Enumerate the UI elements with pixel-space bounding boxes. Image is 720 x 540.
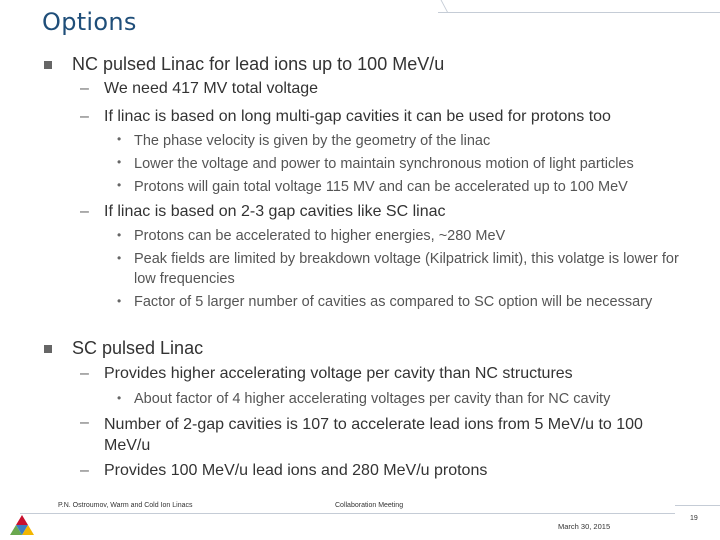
bullet-level3: Protons will gain total voltage 115 MV and can be accelerated up to 100 MeV [134, 179, 628, 195]
dot-bullet-icon: • [117, 178, 122, 192]
dot-bullet-icon: • [117, 294, 122, 308]
footer-event: Collaboration Meeting [335, 502, 404, 509]
dash-bullet-icon: – [80, 203, 89, 220]
slide-title: Options [42, 8, 137, 36]
bullet-level1: SC pulsed Linac [72, 338, 204, 358]
bullet-level3: The phase velocity is given by the geometry of the linac [134, 133, 491, 149]
bullet-level3: Factor of 5 larger number of cavities as compared to SC option will be necessary [134, 294, 653, 310]
dot-bullet-icon: • [117, 391, 122, 405]
bullet-level3: About factor of 4 higher accelerating voltages per cavity than for NC cavity [134, 391, 611, 407]
footer-date: March 30, 2015 [558, 522, 611, 531]
page-number: 19 [690, 515, 698, 522]
dot-bullet-icon: • [117, 251, 122, 265]
bullet-level1: NC pulsed Linac for lead ions up to 100 MeV/u [72, 54, 445, 74]
bullet-level2: Number of 2-gap cavities is 107 to accelerate lead ions from 5 MeV/u to 100 MeV/u [104, 416, 643, 454]
dash-bullet-icon: – [80, 80, 89, 97]
dot-bullet-icon: • [117, 228, 122, 242]
dot-bullet-icon: • [117, 155, 122, 169]
bullet-level2: We need 417 MV total voltage [104, 80, 319, 97]
bullet-level2: If linac is based on 2-3 gap cavities like SC linac [104, 203, 446, 220]
bullet-level3: Protons can be accelerated to higher energies, ~280 MeV [134, 228, 506, 244]
dash-bullet-icon: – [80, 108, 89, 125]
bullet-level2: Provides higher accelerating voltage per cavity than NC structures [104, 365, 573, 382]
bullet-level2: If linac is based on long multi-gap cavities it can be used for protons too [104, 108, 611, 125]
footer-rule-right [675, 505, 720, 506]
title-rule [438, 0, 720, 13]
bullet-level3: Peak fields are limited by breakdown voltage (Kilpatrick limit), this volatge is lower for low frequencies [134, 251, 679, 287]
argonne-logo-icon [8, 513, 36, 537]
footer-rule [20, 513, 675, 514]
dash-bullet-icon: – [80, 462, 89, 479]
bullet-level3: Lower the voltage and power to maintain synchronous motion of light particles [134, 156, 634, 172]
dash-bullet-icon: – [80, 414, 89, 431]
dot-bullet-icon: • [117, 132, 122, 146]
footer-author: P.N. Ostroumov, Warm and Cold Ion Linacs [58, 502, 193, 509]
square-bullet-icon [44, 61, 52, 69]
bullet-level2: Provides 100 MeV/u lead ions and 280 MeV/u protons [104, 462, 488, 479]
dash-bullet-icon: – [80, 365, 89, 382]
square-bullet-icon [44, 345, 52, 353]
